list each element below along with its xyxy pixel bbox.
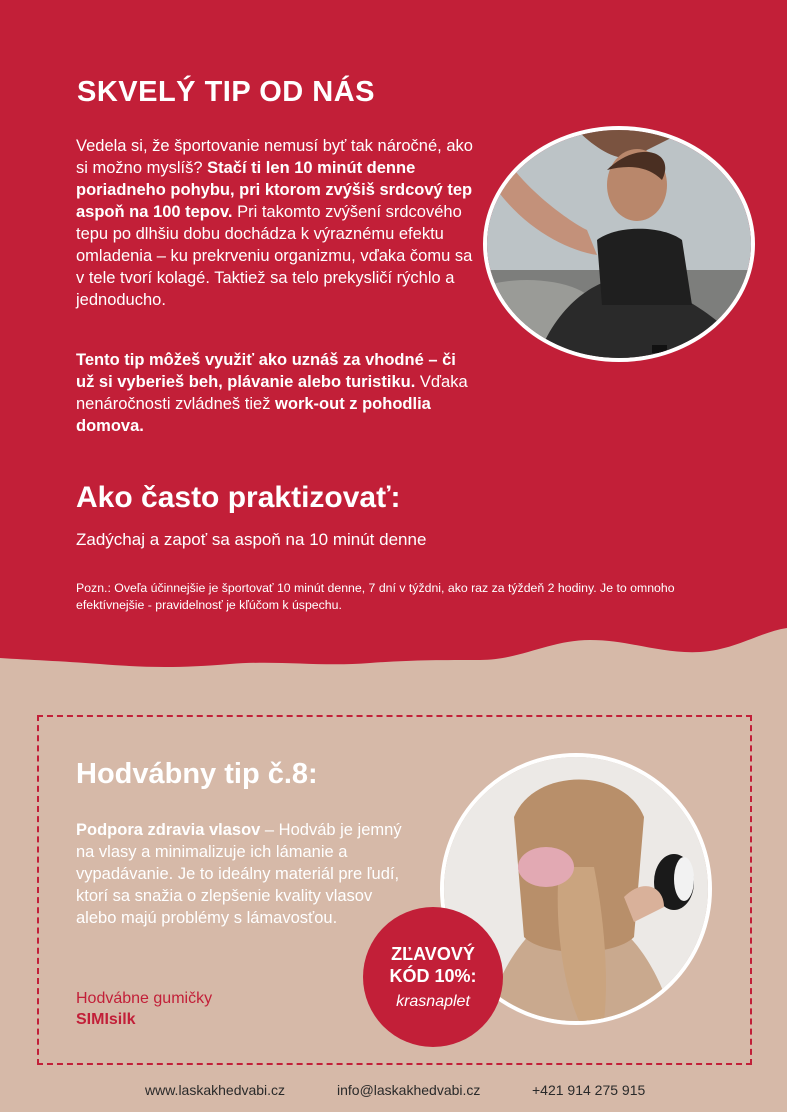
- silk-tip-highlight: Podpora zdravia vlasov: [76, 821, 261, 839]
- page-title: SKVELÝ TIP OD NÁS: [77, 76, 376, 108]
- intro-text-cont: Pri takomto zvýšení srdcového tepu po dlhšiu dobu dochádza k výraznému efektu omladenia – ku prekrveniu organizmu, vďaka čomu sa v tele tvorí kolagé. Taktiež sa telo prekysličí rýchlo a jednoducho.: [76, 203, 473, 309]
- intro-text: Vedela si, že športovanie nemusí byť tak náročné, ako si možno myslíš?: [76, 137, 473, 177]
- footer-website-link[interactable]: www.laskakhedvabi.cz: [145, 1082, 286, 1098]
- product-label: [76, 988, 212, 1030]
- product-brand: SIMIsilk: [76, 1011, 136, 1028]
- discount-code: krasnaplet: [396, 993, 470, 1010]
- footer-phone[interactable]: +421 914 275 915: [532, 1082, 646, 1098]
- intro-highlight: Stačí ti len 10 minút denne poriadneho pohybu, pri ktorom zvýšiš srdcový tep aspoň na 100 tepov.: [76, 159, 473, 221]
- tip-paragraph: [76, 349, 471, 437]
- frequency-text: Zadýchaj a zapoť sa aspoň na 10 minút denne: [76, 530, 427, 549]
- workout-photo: [483, 126, 755, 362]
- note-text: Pozn.: Oveľa účinnejšie je športovať 10 minút denne, 7 dní v týždni, ako raz za týždeň 2 hodiny. Je to omnoho efektívnejšie - pravidelnosť je kľúčom k úspechu.: [76, 581, 675, 612]
- silk-tip-paragraph: [76, 819, 416, 929]
- silk-tip-heading: Hodvábny tip č.8:: [76, 758, 318, 790]
- discount-badge: [363, 907, 503, 1047]
- tip-text: Vďaka nenáročnosti zvládneš tiež: [76, 373, 468, 413]
- footer-email-link[interactable]: info@laskakhedvabi.cz: [337, 1082, 481, 1098]
- frequency-heading: Ako často praktizovať:: [76, 481, 401, 514]
- discount-title: ZĽAVOVÝ KÓD 10%:: [389, 944, 477, 986]
- tip-highlight: Tento tip môžeš využiť ako uznáš za vhodné – či už si vyberieš beh, plávanie alebo turistiku.: [76, 351, 456, 391]
- product-name: Hodvábne gumičky: [76, 990, 213, 1007]
- tip-highlight-2: work-out z pohodlia domova.: [76, 395, 431, 435]
- silk-tip-text: – Hodváb je jemný na vlasy a minimalizuje ich lámanie a vypadávanie. Je to ideálny materiál pre ľudí, ktorí sa snažia o zlepšenie kvality vlasov alebo majú problémy s lámavosťou.: [76, 821, 402, 927]
- intro-paragraph: [76, 135, 476, 311]
